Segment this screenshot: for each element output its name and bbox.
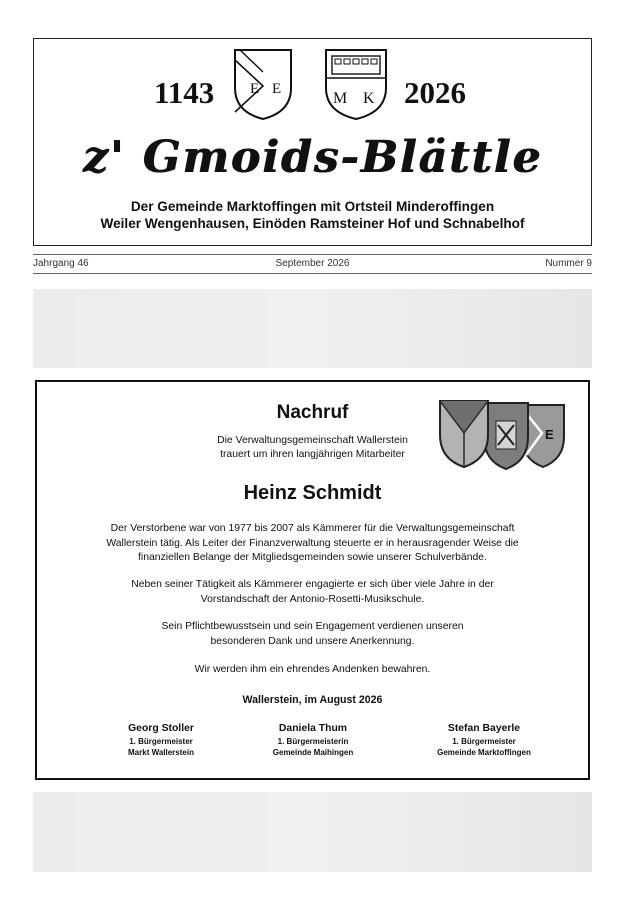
- current-year: 2026: [404, 75, 466, 110]
- issue-volume: Jahrgang 46: [33, 258, 89, 269]
- signatory: [404, 722, 564, 758]
- obituary-box: [35, 380, 590, 780]
- obituary-paragraph: Wir werden ihm ein ehrendes Andenken bewahren.: [194, 664, 431, 675]
- obituary-paragraph: Neben seiner Tätigkeit als Kämmerer engagierte er sich über viele Jahre in der Vorstandschaft der Antonio-Rosetti-Musikschule.: [131, 579, 494, 605]
- municipal-crests-icon: [438, 399, 568, 473]
- signatory: [81, 722, 241, 758]
- signatory-role: 1. Bürgermeisterin: [277, 737, 349, 746]
- issue-number: Nummer 9: [545, 258, 592, 269]
- crest-letter: E: [272, 81, 282, 97]
- subtitle-line-1: Der Gemeinde Marktoffingen mit Ortsteil Minderoffingen: [130, 199, 495, 214]
- blank-band-top: [33, 289, 592, 368]
- signatory-organization: Gemeinde Maihingen: [272, 748, 354, 757]
- crest-letter: K: [363, 90, 375, 107]
- signatory-name: Stefan Bayerle: [447, 723, 521, 734]
- founding-year: 1143: [154, 75, 215, 110]
- signatory-role: 1. Bürgermeister: [452, 737, 516, 746]
- masthead: [33, 38, 592, 246]
- subtitle-line-2: Weiler Wengenhausen, Einöden Ramsteiner Hof und Schnabelhof: [100, 216, 525, 231]
- obituary-heading: Nachruf: [276, 402, 349, 423]
- obituary-intro-line-2: trauert um ihren langjährigen Mitarbeiter: [220, 449, 405, 460]
- signatory-organization: Gemeinde Marktoffingen: [437, 748, 531, 757]
- signatory: [233, 722, 393, 758]
- issue-info-bar: [33, 254, 592, 274]
- crest-letter: E: [250, 81, 260, 97]
- issue-date: September 2026: [275, 258, 350, 269]
- blank-band-bottom: [33, 792, 592, 872]
- obituary-paragraph: Sein Pflichtbewusstsein und sein Engagement verdienen unseren besonderen Dank und unsere Anerkennung.: [161, 621, 464, 647]
- place-and-date: Wallerstein, im August 2026: [242, 694, 383, 706]
- signatory-organization: Markt Wallerstein: [128, 748, 194, 757]
- newspaper-title: z' Gmoids-Blättle: [82, 132, 543, 183]
- crest-letter: M: [333, 90, 348, 107]
- obituary-intro-line-1: Die Verwaltungsgemeinschaft Wallerstein: [217, 435, 408, 446]
- coat-of-arms-right-icon: [323, 46, 389, 122]
- crest-letter: E: [545, 427, 554, 442]
- signatory-name: Georg Stoller: [128, 723, 194, 734]
- deceased-name: Heinz Schmidt: [243, 482, 382, 504]
- coat-of-arms-left-icon: [232, 46, 294, 122]
- signatory-role: 1. Bürgermeister: [129, 737, 193, 746]
- signatory-name: Daniela Thum: [278, 723, 348, 734]
- obituary-paragraph: Der Verstorbene war von 1977 bis 2007 als Kämmerer für die Verwaltungsgemeinschaft Wallerstein tätig. Als Leiter der Finanzverwaltung steuerte er in herausragender Weise die finanziellen Belange der Mitgliedsgemeinden sowie unserer Schulverbände.: [106, 523, 519, 564]
